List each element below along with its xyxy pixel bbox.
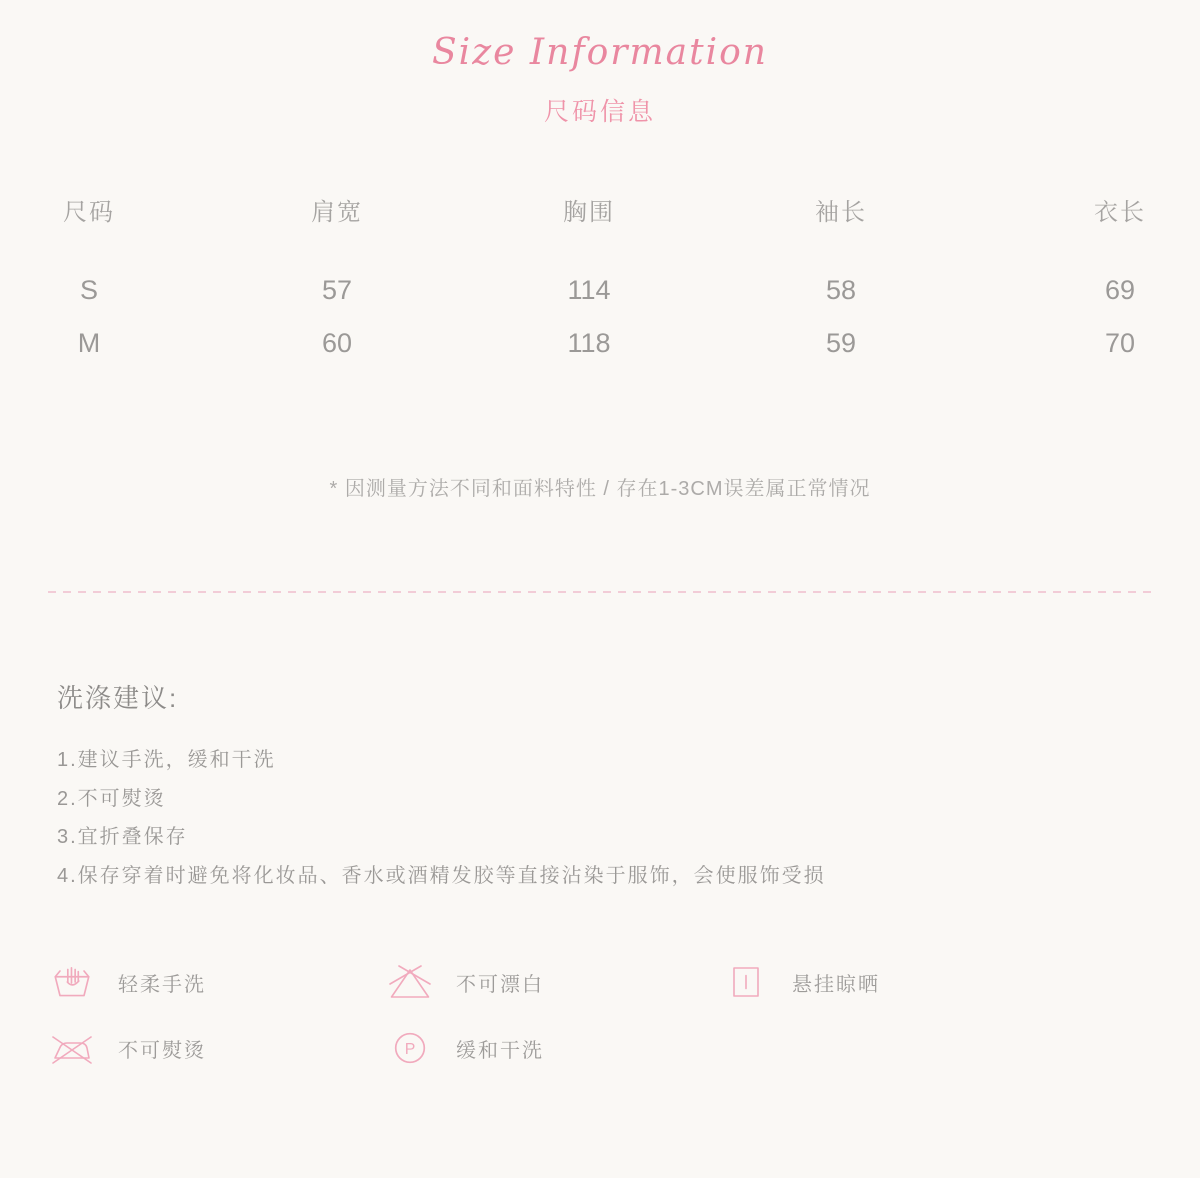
list-item: 2.不可熨烫 (57, 788, 166, 810)
dashed-divider (48, 591, 1152, 593)
hang-dry-icon (722, 958, 770, 1006)
cell-chest: 118 (567, 328, 611, 358)
care-item-dry-clean (386, 1024, 544, 1072)
column-header-size: 尺码 (63, 199, 115, 226)
care-item-hand-wash (48, 958, 206, 1006)
column-header-sleeve: 袖长 (815, 199, 867, 226)
cell-size: M (77, 328, 101, 358)
care-icons-row-2 (0, 1024, 1200, 1072)
column-header-shoulder: 肩宽 (311, 199, 363, 226)
cell-size: S (79, 275, 98, 305)
column-header-length: 衣长 (1094, 199, 1146, 226)
measurement-tolerance-note: * 因测量方法不同和面料特性 / 存在1-3CM误差属正常情况 (329, 478, 871, 500)
cell-shoulder: 57 (321, 275, 353, 305)
cell-sleeve: 59 (825, 328, 857, 358)
care-item-no-iron (48, 1024, 206, 1072)
cell-sleeve: 58 (825, 275, 857, 305)
no-bleach-icon (386, 958, 434, 1006)
list-item: 3.宜折叠保存 (57, 826, 188, 848)
care-label: 轻柔手洗 (118, 973, 206, 996)
care-label: 不可熨烫 (118, 1039, 206, 1062)
care-label: 悬挂晾晒 (792, 973, 880, 996)
page-title-chinese: 尺码信息 (543, 98, 656, 126)
care-label: 不可漂白 (456, 973, 544, 996)
dry-clean-icon (386, 1024, 434, 1072)
care-item-hang-dry (722, 958, 880, 1006)
table-row (0, 326, 1200, 360)
column-header-chest: 胸围 (563, 199, 615, 226)
page-title-english: Size Information (432, 32, 768, 73)
list-item: 4.保存穿着时避免将化妆品、香水或酒精发胶等直接沾染于服饰，会使服饰受损 (57, 865, 826, 887)
cell-chest: 114 (567, 275, 611, 305)
washing-advice-heading: 洗涤建议: (57, 683, 179, 713)
list-item: 1.建议手洗，缓和干洗 (57, 749, 276, 771)
cell-length: 69 (1104, 275, 1136, 305)
care-item-no-bleach (386, 958, 544, 1006)
size-table-header-row (0, 196, 1200, 230)
cell-shoulder: 60 (321, 328, 353, 358)
table-row (0, 273, 1200, 307)
hand-wash-icon (48, 958, 96, 1006)
care-icons-row-1 (0, 958, 1200, 1006)
no-iron-icon (48, 1024, 96, 1072)
cell-length: 70 (1104, 328, 1136, 358)
svg-text:P: P (404, 1040, 416, 1058)
care-label: 缓和干洗 (456, 1039, 544, 1062)
